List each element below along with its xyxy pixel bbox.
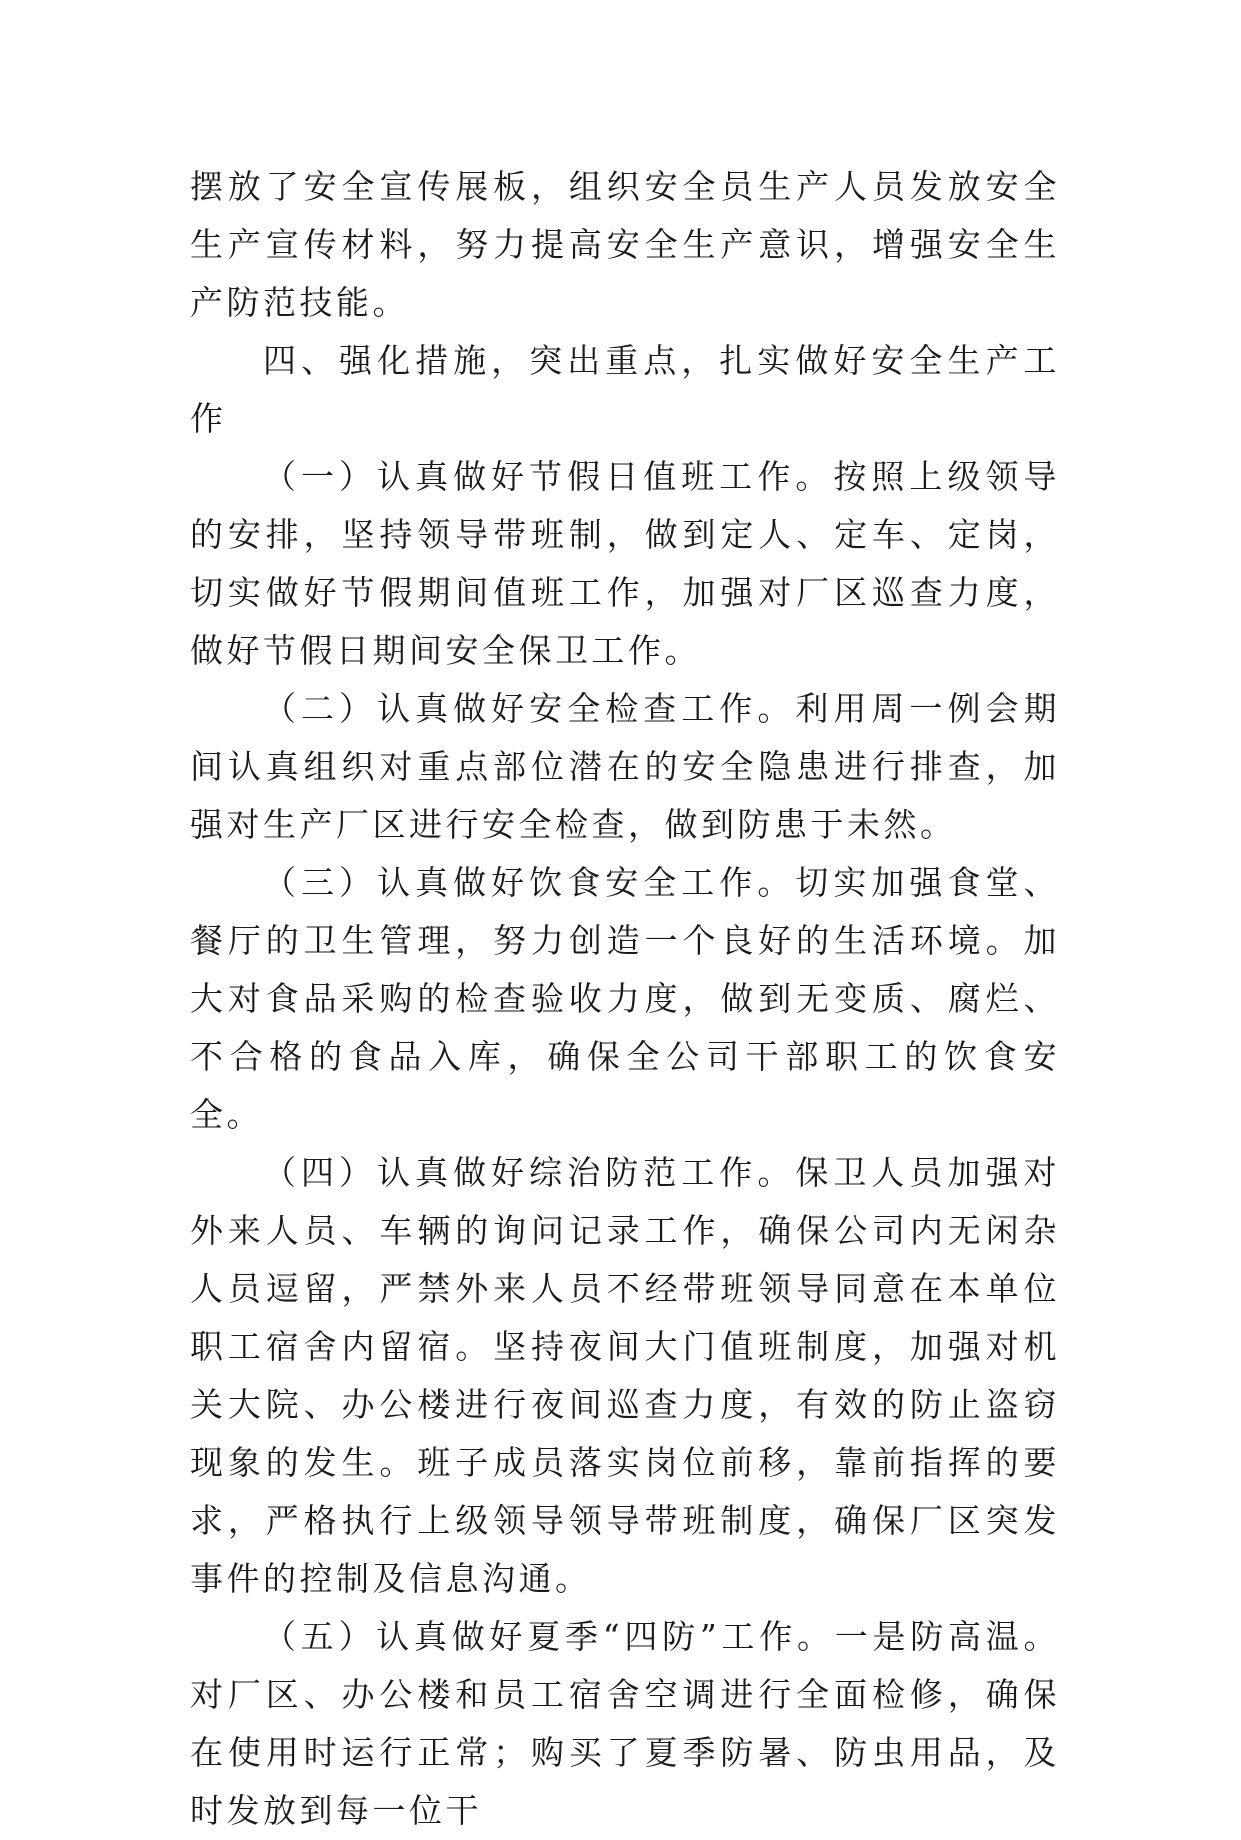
paragraph-continuation: 摆放了安全宣传展板，组织安全员生产人员发放安全生产宣传材料，努力提高安全生产意识，增强安全生产防范技能。	[190, 167, 1060, 322]
paragraph-security-prevention: （四）认真做好综治防范工作。保卫人员加强对外来人员、车辆的询问记录工作，确保公司内无闲杂人员逗留，严禁外来人员不经带班领导同意在本单位职工宿舍内留宿。坚持夜间大门值班制度，加强对机关大院、办公楼进行夜间巡查力度，有效的防止盗窃现象的发生。班子成员落实岗位前移，靠前指挥的要求，严格执行上级领导领导带班制度，确保厂区突发事件的控制及信息沟通。	[190, 1153, 1060, 1598]
section-heading-four: 四、强化措施，突出重点，扎实做好安全生产工作	[190, 341, 1060, 438]
paragraph-food-safety: （三）认真做好饮食安全工作。切实加强食堂、餐厅的卫生管理，努力创造一个良好的生活环境。加大对食品采购的检查验收力度，做到无变质、腐烂、不合格的食品入库，确保全公司干部职工的饮食安全。	[190, 863, 1060, 1134]
document-body	[190, 158, 1060, 1840]
paragraph-summer-prevention: （五）认真做好夏季“四防”工作。一是防高温。对厂区、办公楼和员工宿舍空调进行全面检修，确保在使用时运行正常；购买了夏季防暑、防虫用品，及时发放到每一位干	[190, 1617, 1060, 1830]
paragraph-safety-inspection: （二）认真做好安全检查工作。利用周一例会期间认真组织对重点部位潜在的安全隐患进行排查，加强对生产厂区进行安全检查，做到防患于未然。	[190, 689, 1060, 844]
paragraph-holiday-duty: （一）认真做好节假日值班工作。按照上级领导的安排，坚持领导带班制，做到定人、定车、定岗，切实做好节假期间值班工作，加强对厂区巡查力度，做好节假日期间安全保卫工作。	[190, 457, 1060, 670]
